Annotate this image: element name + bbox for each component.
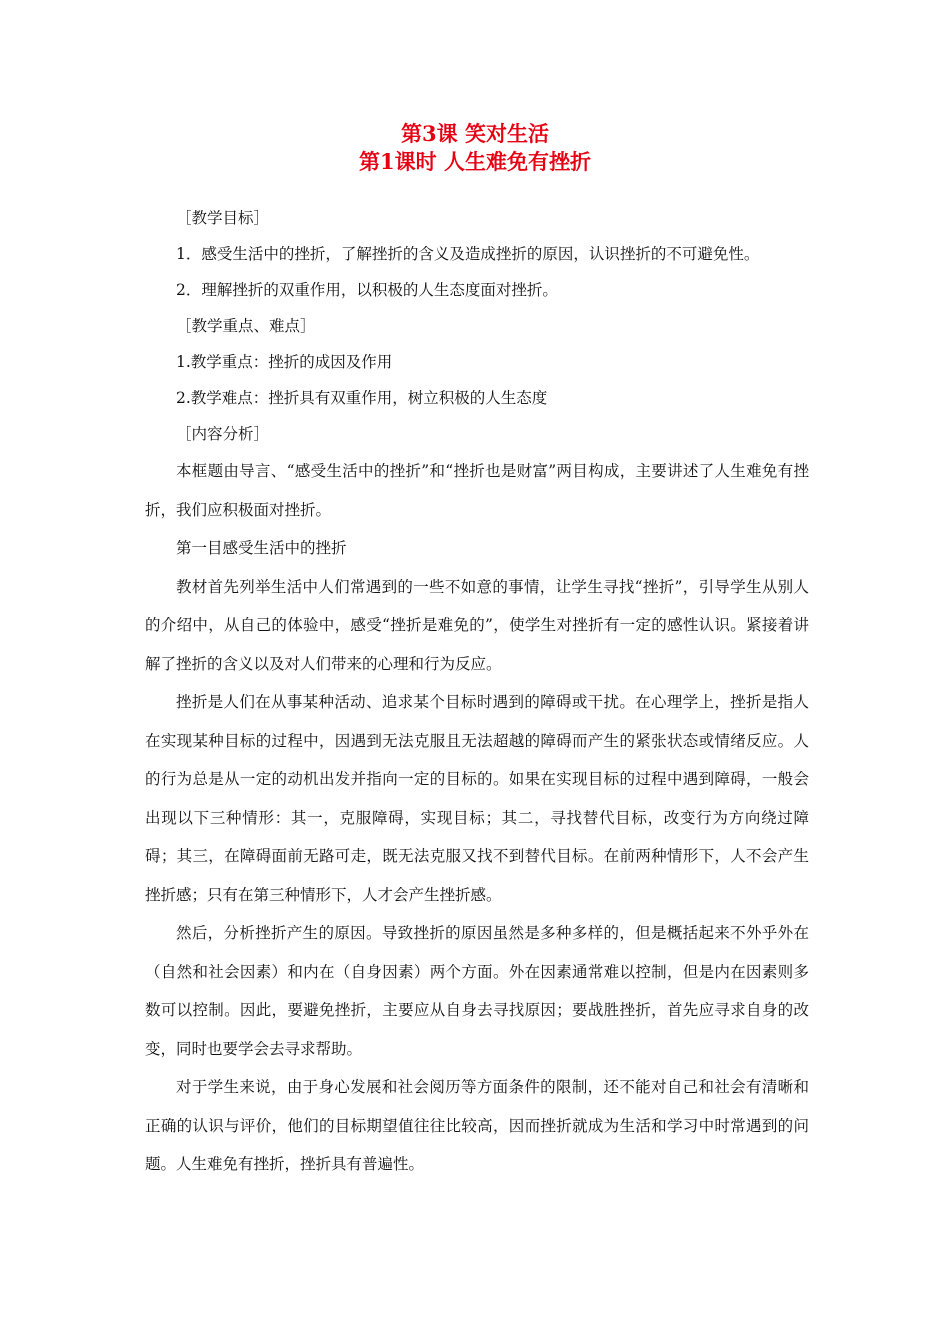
goal-item-1: 1．感受生活中的挫折，了解挫折的含义及造成挫折的原因，认识挫折的不可避免性。 <box>176 245 760 263</box>
title-block <box>0 120 950 176</box>
keypoints-heading: ［教学重点、难点］ <box>176 317 316 335</box>
section-paragraph-4: 对于学生来说，由于身心发展和社会阅历等方面条件的限制，还不能对自己和社会有清晰和正确的认识与评价，他们的目标期望值往往比较高，因而挫折就成为生活和学习中时常遇到的问题。人生难免有挫折，挫折具有普遍性。 <box>145 1078 809 1173</box>
goals-heading: ［教学目标］ <box>176 209 270 227</box>
section-paragraph-1: 教材首先列举生活中人们常遇到的一些不如意的事情，让学生寻找“挫折”，引导学生从别人的介绍中，从自己的体验中，感受“挫折是难免的”，使学生对挫折有一定的感性认识。紧接着讲解了挫折的含义以及对人们带来的心理和行为反应。 <box>145 577 809 673</box>
analysis-heading: ［内容分析］ <box>176 425 270 443</box>
section-heading: 第一目感受生活中的挫折 <box>176 539 347 557</box>
document-body <box>145 200 809 1184</box>
section-paragraph-2: 挫折是人们在从事某种活动、追求某个目标时遇到的障碍或干扰。在心理学上，挫折是指人在实现某种目标的过程中，因遇到无法克服且无法超越的障碍而产生的紧张状态或情绪反应。人的行为总是从一定的动机出发并指向一定的目标的。如果在实现目标的过程中遇到障碍，一般会出现以下三种情形：其一，克服障碍，实现目标；其二，寻找替代目标，改变行为方向绕过障碍；其三，在障碍面前无路可走，既无法克服又找不到替代目标。在前两种情形下，人不会产生挫折感；只有在第三种情形下，人才会产生挫折感。 <box>145 693 809 904</box>
lesson-title: 第3课 笑对生活 <box>401 121 549 146</box>
keypoint-item-1: 1.教学重点：挫折的成因及作用 <box>176 353 393 371</box>
keypoint-item-2: 2.教学难点：挫折具有双重作用，树立积极的人生态度 <box>176 389 548 407</box>
analysis-paragraph: 本框题由导言、“感受生活中的挫折”和“挫折也是财富”两目构成，主要讲述了人生难免有挫折，我们应积极面对挫折。 <box>145 462 809 519</box>
section-paragraph-3: 然后，分析挫折产生的原因。导致挫折的原因虽然是多种多样的，但是概括起来不外乎外在（自然和社会因素）和内在（自身因素）两个方面。外在因素通常难以控制，但是内在因素则多数可以控制。因此，要避免挫折，主要应从自身去寻找原因；要战胜挫折，首先应寻求自身的改变，同时也要学会去寻求帮助。 <box>145 924 809 1058</box>
goal-item-2: 2．理解挫折的双重作用，以积极的人生态度面对挫折。 <box>176 281 558 299</box>
period-title: 第1课时 人生难免有挫折 <box>359 149 591 174</box>
